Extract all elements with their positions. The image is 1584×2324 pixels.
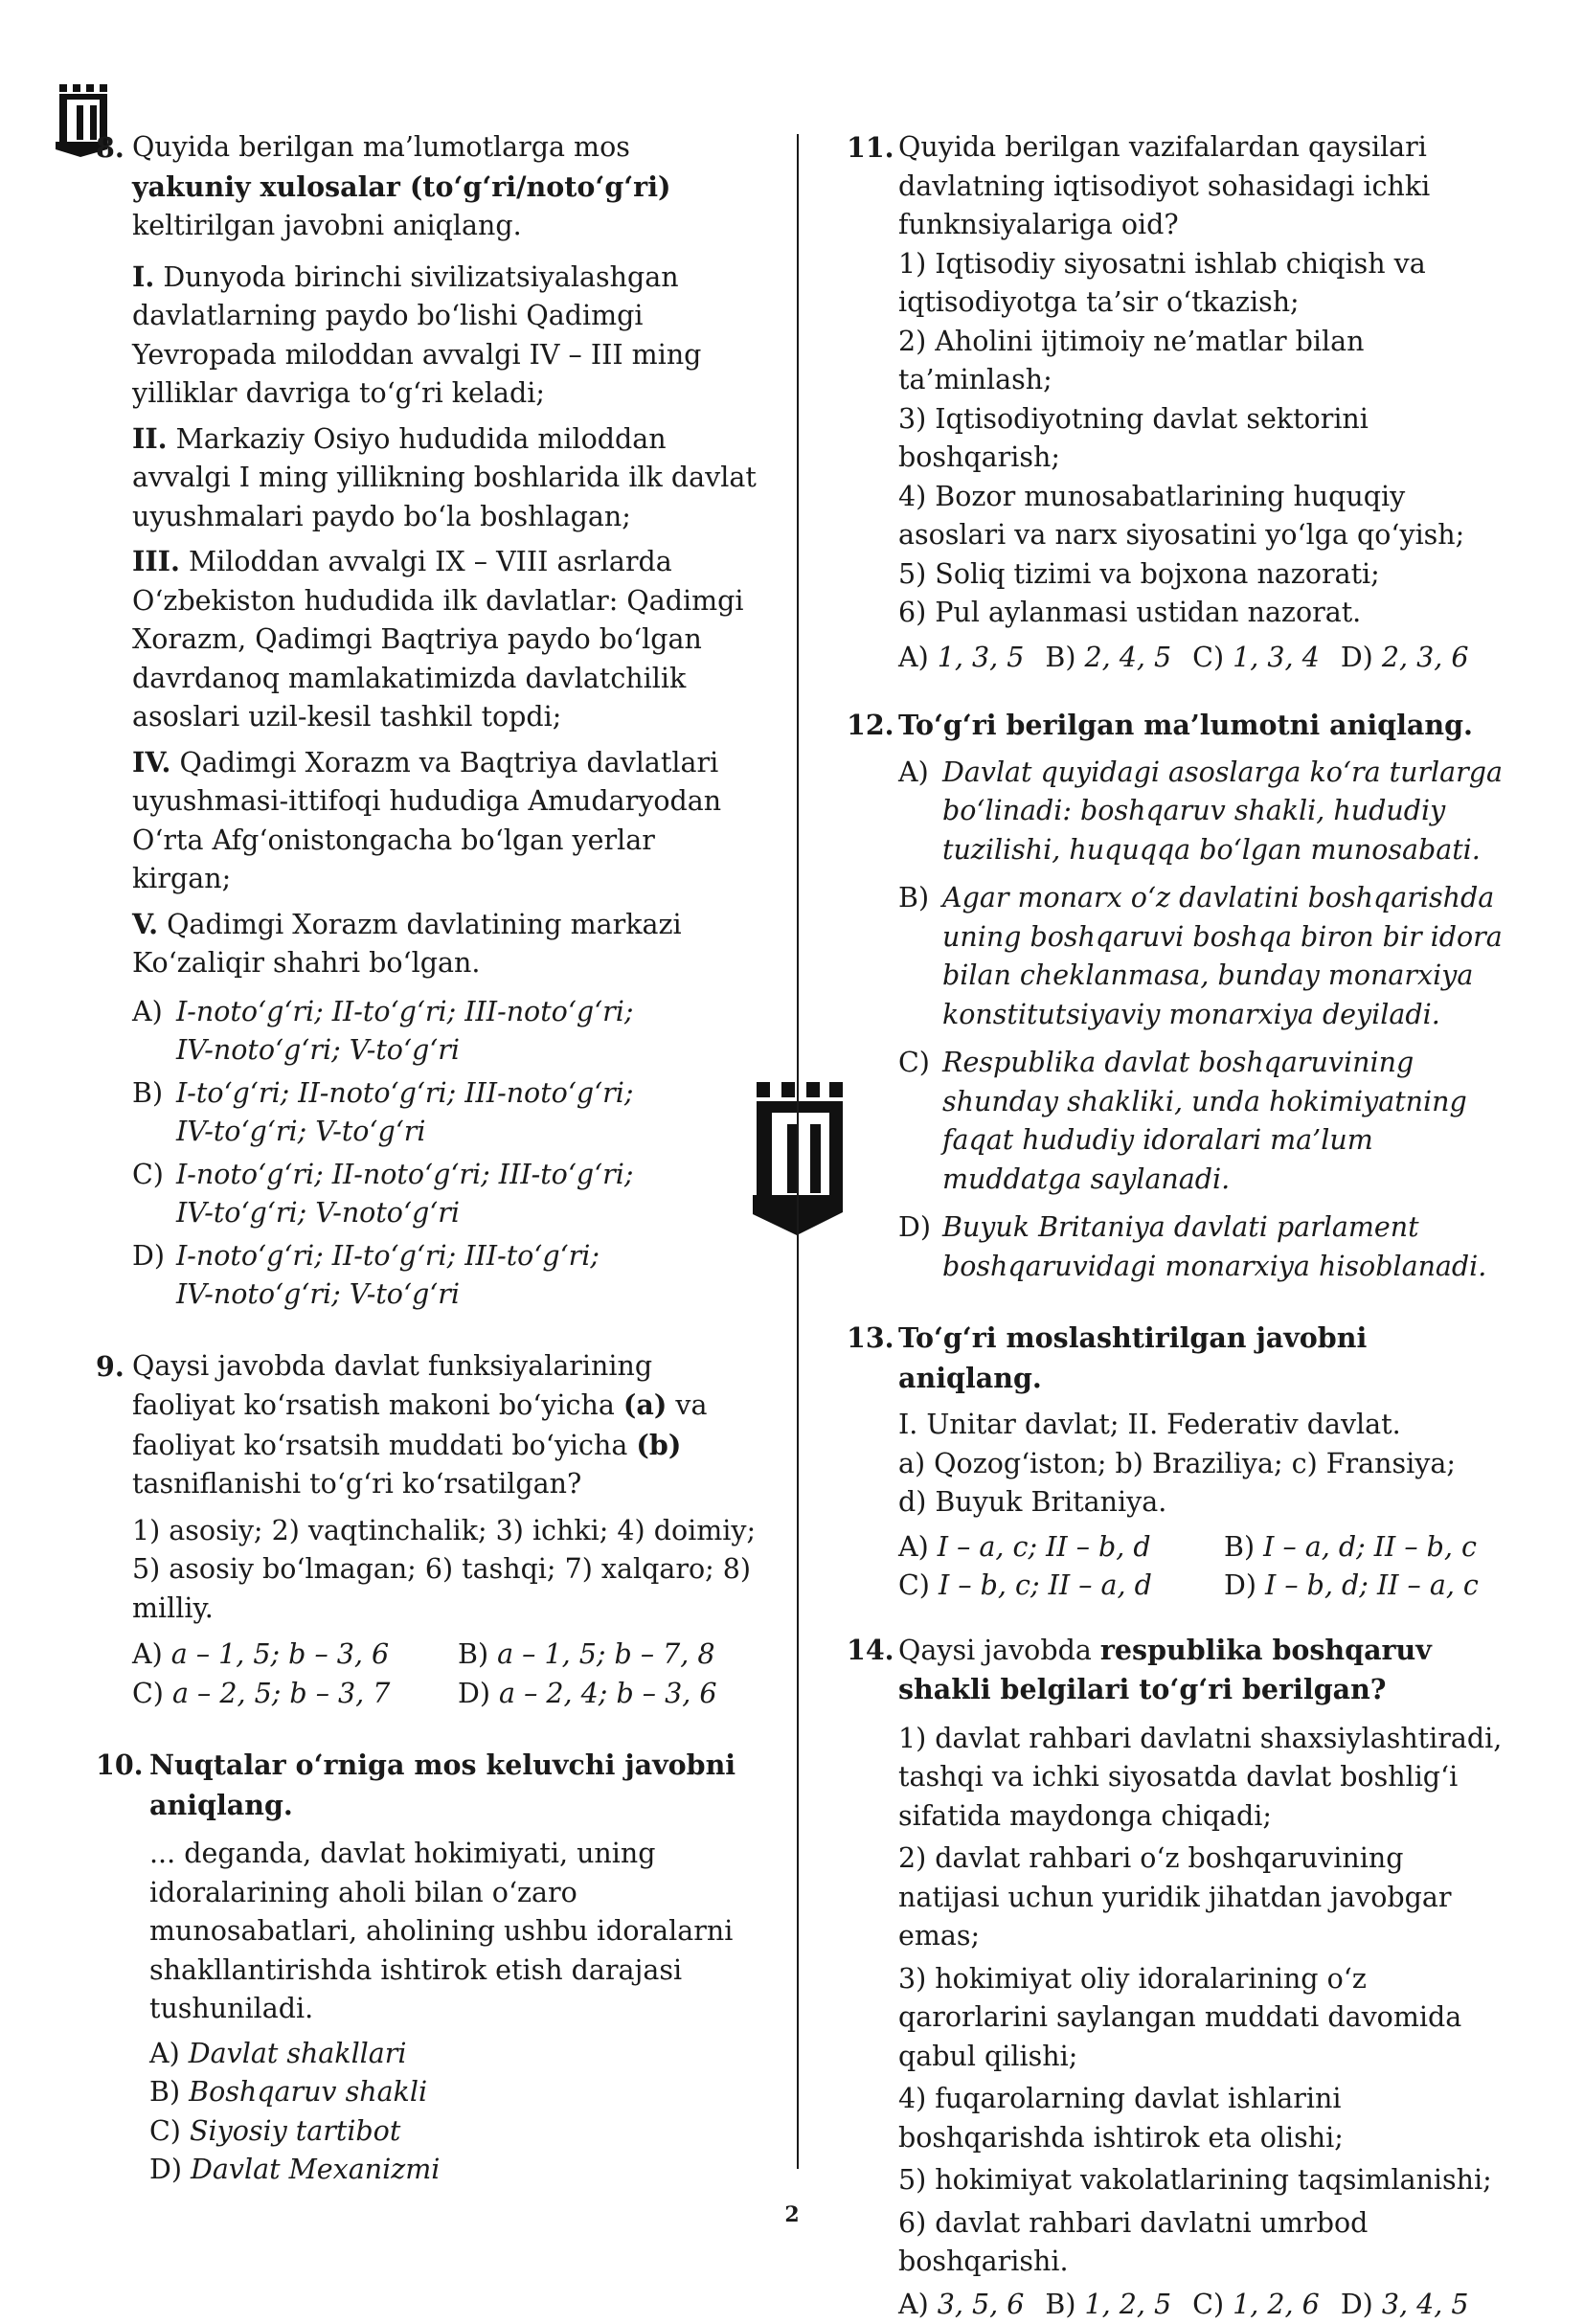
- list-item: 1) Iqtisodiy siyosatni ishlab chiqish va iqtisodiyotga ta’sir o‘tkazish;: [898, 245, 1507, 323]
- statement: I. Dunyoda birinchi sivilizatsiyalashgan davlatlarning paydo bo‘lishi Qadimgi Yevropada miloddan avvalgi IV – III ming yilliklar davriga to‘g‘ri keladi;: [132, 258, 757, 414]
- answer-option[interactable]: B) 1, 2, 5: [1045, 2286, 1171, 2324]
- question-text: Qaysi javobda respublika boshqaruv shakli belgilari to‘g‘ri berilgan?: [898, 1631, 1507, 1710]
- question-text: To‘g‘ri moslashtirilgan javobni aniqlang.: [898, 1319, 1507, 1398]
- answer-option[interactable]: B) a – 1, 5; b – 7, 8: [458, 1636, 783, 1675]
- question-13: [847, 1319, 1507, 1606]
- answer-option[interactable]: D) a – 2, 4; b – 3, 6: [458, 1675, 783, 1714]
- question-number: 14.: [847, 1631, 894, 1670]
- list-item: 4) fuqarolarning davlat ishlarini boshqarishda ishtirok eta olishi;: [898, 2080, 1507, 2157]
- list-item: 5) hokimiyat vakolatlarining taqsimlanishi;: [898, 2161, 1507, 2200]
- list-item: 5) Soliq tizimi va bojxona nazorati;: [898, 555, 1507, 595]
- logo-icon: [753, 1082, 845, 1235]
- answer-option[interactable]: D) I-noto‘g‘ri; II-to‘g‘ri; III-to‘g‘ri; IV-noto‘g‘ri; V-to‘g‘ri: [132, 1237, 757, 1315]
- list-item: 3) hokimiyat oliy idoralarining o‘z qarorlarini saylangan muddati davomida qabul qilishi;: [898, 1960, 1507, 2077]
- left-column: [96, 128, 757, 2190]
- answer-option[interactable]: C) Respublika davlat boshqaruvining shunday shakliki, unda hokimiyatning faqat hududiy idoralari ma’lum muddatga saylanadi.: [898, 1044, 1507, 1199]
- answer-option[interactable]: B) I – a, d; II – b, c: [1224, 1528, 1511, 1568]
- list-item: 2) Aholini ijtimoiy ne’matlar bilan ta’minlash;: [898, 323, 1507, 400]
- question-number: 8.: [96, 128, 124, 168]
- question-number: 13.: [847, 1319, 894, 1358]
- statement: IV. Qadimgi Xorazm va Baqtriya davlatlari uyushmasi-ittifoqi hududiga Amudaryodan O‘rta Afg‘onistongacha bo‘lgan yerlar kirgan;: [132, 743, 757, 899]
- list-item: 3) Iqtisodiyotning davlat sektorini boshqarish;: [898, 400, 1507, 478]
- question-text: To‘g‘ri berilgan ma’lumotni aniqlang.: [898, 706, 1507, 746]
- answer-option[interactable]: D) I – b, d; II – a, c: [1224, 1567, 1511, 1606]
- question-line: a) Qozog‘iston; b) Braziliya; c) Fransiya;: [898, 1445, 1507, 1484]
- question-line: I. Unitar davlat; II. Federativ davlat.: [898, 1406, 1507, 1445]
- answer-option[interactable]: D) Buyuk Britaniya davlati parlament boshqaruvidagi monarxiya hisoblanadi.: [898, 1208, 1507, 1286]
- list-item: 4) Bozor munosabatlarining huquqiy asoslari va narx siyosatini yo‘lga qo‘yish;: [898, 478, 1507, 555]
- answer-option[interactable]: D) 3, 4, 5: [1341, 2286, 1469, 2324]
- list-item: 1) davlat rahbari davlatni shaxsiylashtiradi, tashqi va ichki siyosatda davlat boshlig‘i sifatida maydonga chiqadi;: [898, 1720, 1507, 1837]
- answer-option[interactable]: B) Agar monarx o‘z davlatini boshqarishda uning boshqaruvi boshqa biron bir idora bilan cheklanmasa, bunday monarxiya konstitutsiyaviy monarxiya deyiladi.: [898, 879, 1507, 1034]
- list-item: 6) davlat rahbari davlatni umrbod boshqarishi.: [898, 2204, 1507, 2282]
- question-text: Nuqtalar o‘rniga mos keluvchi javobni aniqlang.: [149, 1746, 757, 1825]
- answer-option[interactable]: A) Davlat shakllari: [149, 2035, 757, 2074]
- question-body: ... deganda, davlat hokimiyati, uning idoralarining aholi bilan o‘zaro munosabatlari, aholining ushbu idoralarni shakllantirishda ishtirok etish darajasi tushuniladi.: [149, 1835, 757, 2029]
- answer-option[interactable]: A) 3, 5, 6: [898, 2286, 1024, 2324]
- question-text: Quyida berilgan vazifalardan qaysilari davlatning iqtisodiyot sohasidagi ichki funknsiyalariga oid?: [898, 128, 1507, 245]
- answer-option[interactable]: C) 1, 2, 6: [1192, 2286, 1320, 2324]
- column-divider: [797, 134, 799, 2169]
- statement: V. Qadimgi Xorazm davlatining markazi Ko‘zaliqir shahri bo‘lgan.: [132, 905, 757, 983]
- answer-option[interactable]: A) I – a, c; II – b, d: [898, 1528, 1224, 1568]
- statement: II. Markaziy Osiyo hududida miloddan avvalgi I ming yillikning boshlarida ilk davlat uyushmalari paydo bo‘la boshlagan;: [132, 419, 757, 537]
- answer-option[interactable]: B) 2, 4, 5: [1045, 639, 1171, 678]
- statement: III. Miloddan avvalgi IX – VIII asrlarda O‘zbekiston hududida ilk davlatlar: Qadimgi Xorazm, Qadimgi Baqtriya paydo bo‘lgan davrdanoq mamlakatimizda davlatchilik asoslari uzil-kesil tashkil topdi;: [132, 542, 757, 737]
- answer-option[interactable]: A) 1, 3, 5: [898, 639, 1024, 678]
- page-number: 2: [0, 2202, 1584, 2227]
- question-line: d) Buyuk Britaniya.: [898, 1483, 1507, 1523]
- answer-option[interactable]: D) Davlat Mexanizmi: [149, 2151, 757, 2190]
- question-number: 10.: [96, 1746, 144, 1785]
- answer-option[interactable]: C) a – 2, 5; b – 3, 7: [132, 1675, 458, 1714]
- answer-option[interactable]: C) Siyosiy tartibot: [149, 2112, 757, 2152]
- question-9: [96, 1347, 757, 1714]
- answer-option[interactable]: B) I-to‘g‘ri; II-noto‘g‘ri; III-noto‘g‘ri; IV-to‘g‘ri; V-to‘g‘ri: [132, 1074, 757, 1152]
- answer-option[interactable]: A) a – 1, 5; b – 3, 6: [132, 1636, 458, 1675]
- question-list: 1) asosiy; 2) vaqtinchalik; 3) ichki; 4) doimiy; 5) asosiy bo‘lmagan; 6) tashqi; 7) xalqaro; 8) milliy.: [132, 1512, 757, 1629]
- list-item: 6) Pul aylanmasi ustidan nazorat.: [898, 594, 1507, 633]
- question-number: 11.: [847, 128, 894, 168]
- question-8: [96, 128, 757, 1315]
- right-column: [847, 128, 1507, 2324]
- answer-option[interactable]: C) I-noto‘g‘ri; II-noto‘g‘ri; III-to‘g‘ri; IV-to‘g‘ri; V-noto‘g‘ri: [132, 1156, 757, 1233]
- answer-option[interactable]: B) Boshqaruv shakli: [149, 2073, 757, 2112]
- question-12: [847, 706, 1507, 1286]
- answer-option[interactable]: A) I-noto‘g‘ri; II-to‘g‘ri; III-noto‘g‘ri; IV-noto‘g‘ri; V-to‘g‘ri: [132, 993, 757, 1071]
- answer-option[interactable]: D) 2, 3, 6: [1341, 639, 1469, 678]
- question-number: 9.: [96, 1347, 124, 1387]
- answer-option[interactable]: C) 1, 3, 4: [1192, 639, 1320, 678]
- question-text: Quyida berilgan ma’lumotlarga mos yakuniy xulosalar (to‘g‘ri/noto‘g‘ri) keltirilgan javobni aniqlang.: [132, 128, 757, 246]
- question-number: 12.: [847, 706, 894, 745]
- question-text: Qaysi javobda davlat funksiyalarining faoliyat ko‘rsatish makoni bo‘yicha (a) va faoliyat ko‘rsatsih muddati bo‘yicha (b) tasniflanishi to‘g‘ri ko‘rsatilgan?: [132, 1347, 757, 1504]
- answer-option[interactable]: C) I – b, c; II – a, d: [898, 1567, 1224, 1606]
- list-item: 2) davlat rahbari o‘z boshqaruvining natijasi uchun yuridik jihatdan javobgar emas;: [898, 1839, 1507, 1956]
- question-11: [847, 128, 1507, 677]
- question-10: [96, 1746, 757, 2190]
- answer-option[interactable]: A) Davlat quyidagi asoslarga ko‘ra turlarga bo‘linadi: boshqaruv shakli, hududiy tuzilishi, huquqqa bo‘lgan munosabati.: [898, 754, 1507, 870]
